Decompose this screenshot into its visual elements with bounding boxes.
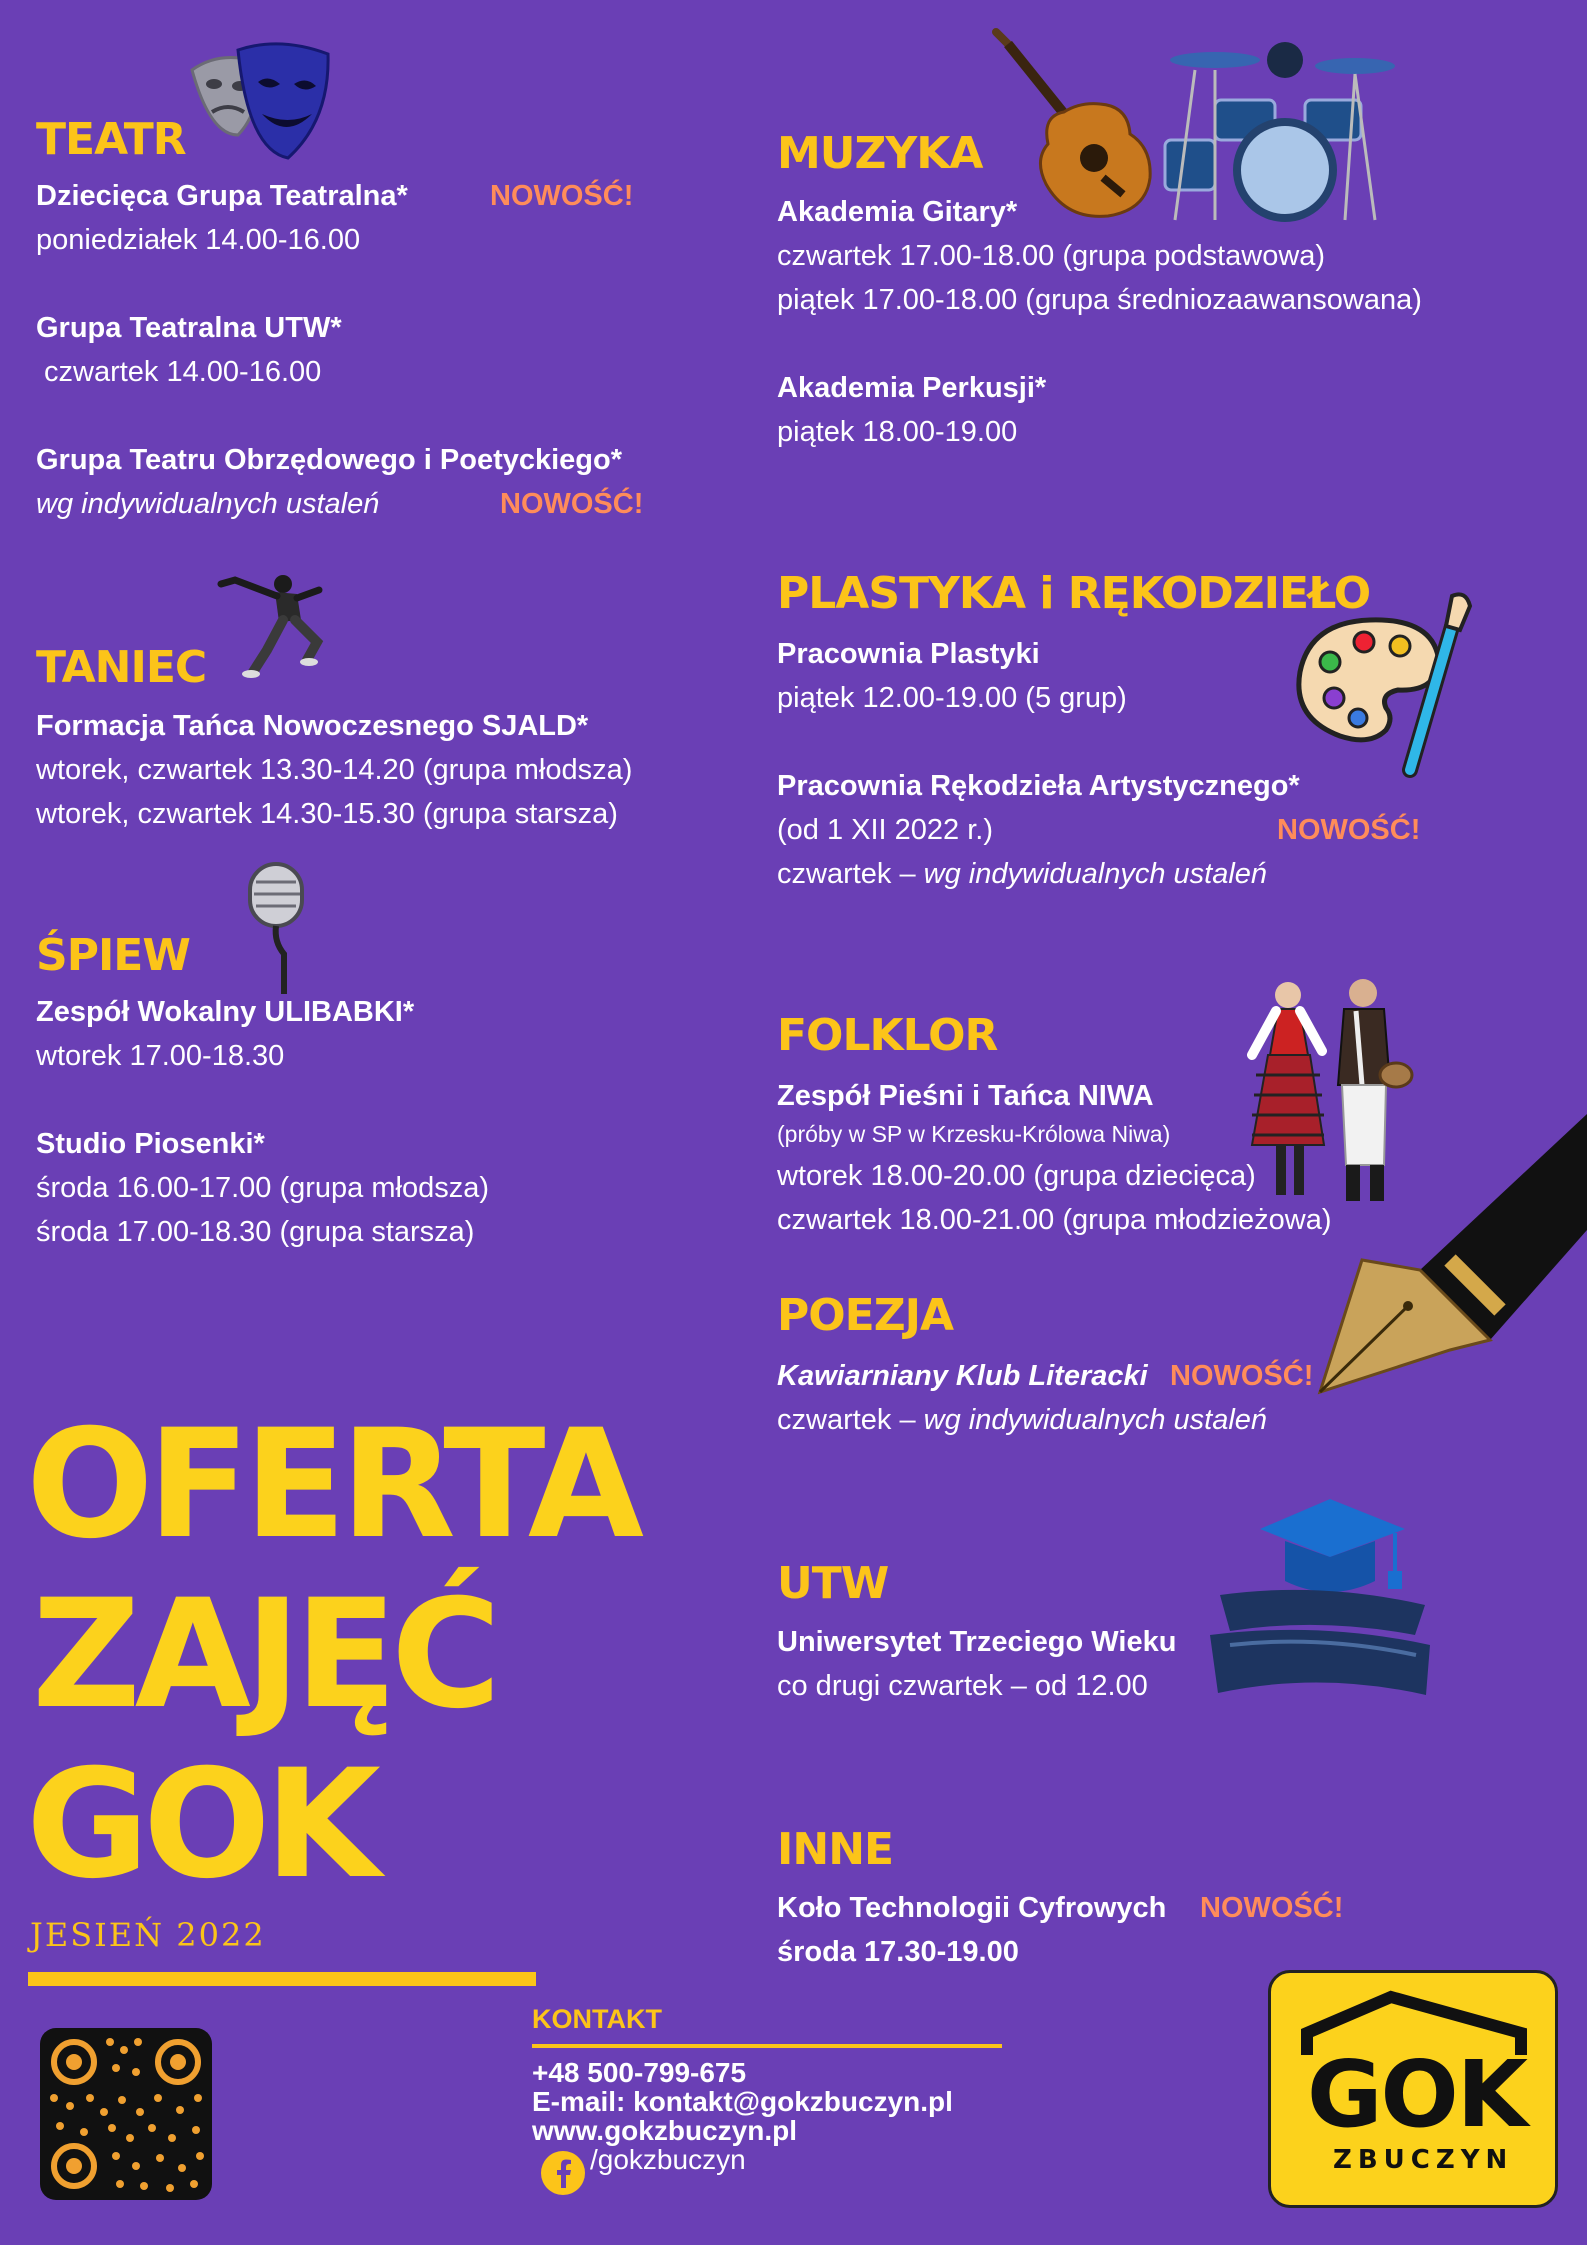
utw-title: UTW — [777, 1558, 889, 1609]
plastyka-title: PLASTYKA i RĘKODZIEŁO — [777, 568, 1371, 619]
inne-title: INNE — [777, 1824, 894, 1875]
facebook-icon[interactable] — [540, 2150, 586, 2196]
spiew-title: ŚPIEW — [36, 930, 190, 981]
contact-website[interactable]: www.gokzbuczyn.pl — [532, 2115, 797, 2146]
folklor-name: Zespół Pieśni i Tańca NIWA — [777, 1080, 1154, 1112]
muzyka-item-2-schedule: piątek 18.00-19.00 — [777, 416, 1018, 448]
contact-divider — [532, 2044, 1002, 2048]
teatr-item-1-schedule: poniedziałek 14.00-16.00 — [36, 224, 361, 256]
spiew-item-1-schedule: wtorek 17.00-18.30 — [36, 1040, 285, 1072]
plastyka-item-2-new-badge: NOWOŚĆ! — [1277, 814, 1421, 846]
poezja-schedule-line — [777, 1398, 1267, 1442]
qr-code[interactable] — [40, 2028, 212, 2200]
plastyka-item-2-schedule: wg indywidualnych ustaleń — [923, 858, 1268, 890]
plastyka-item-1-name: Pracownia Plastyki — [777, 638, 1040, 670]
qr-code-pattern — [40, 2028, 212, 2200]
contact-title: KONTAKT — [532, 2004, 662, 2034]
teatr-item-3-name: Grupa Teatru Obrzędowego i Poetyckiego* — [36, 444, 623, 476]
teatr-item-2-schedule: czwartek 14.00-16.00 — [44, 356, 322, 388]
folklor-title: FOLKLOR — [777, 1010, 998, 1061]
poezja-day: czwartek – — [777, 1404, 924, 1436]
microphone-icon — [244, 862, 314, 997]
fountain-pen-icon — [1300, 1110, 1587, 1400]
teatr-item-3-new-badge: NOWOŚĆ! — [500, 488, 644, 520]
teatr-title: TEATR — [36, 114, 186, 165]
utw-schedule: co drugi czwartek – od 12.00 — [777, 1670, 1148, 1702]
poster-title-line-1: OFERTA — [26, 1398, 638, 1572]
muzyka-item-1-schedule-1: czwartek 17.00-18.00 (grupa podstawowa) — [777, 240, 1326, 272]
gok-logo[interactable] — [1268, 1970, 1558, 2208]
plastyka-item-2-note: (od 1 XII 2022 r.) — [777, 814, 994, 846]
contact-email[interactable]: E-mail: kontakt@gokzbuczyn.pl — [532, 2086, 953, 2117]
dancer-icon — [215, 570, 335, 680]
graduation-cap-icon — [1190, 1485, 1435, 1720]
folklor-schedule-1: wtorek 18.00-20.00 (grupa dziecięca) — [777, 1160, 1256, 1192]
utw-name: Uniwersytet Trzeciego Wieku — [777, 1626, 1177, 1658]
muzyka-item-1-name: Akademia Gitary* — [777, 196, 1018, 228]
plastyka-item-2-schedule-line — [777, 852, 1267, 896]
poezja-schedule: wg indywidualnych ustaleń — [923, 1404, 1268, 1436]
plastyka-item-2-name: Pracownia Rękodzieła Artystycznego* — [777, 770, 1300, 802]
muzyka-title: MUZYKA — [777, 128, 983, 179]
contact-facebook[interactable]: /gokzbuczyn — [590, 2144, 746, 2175]
taniec-schedule-1: wtorek, czwartek 13.30-14.20 (grupa młodsza) — [36, 754, 633, 786]
poezja-title: POEZJA — [777, 1290, 954, 1341]
taniec-schedule-2: wtorek, czwartek 14.30-15.30 (grupa starsza) — [36, 798, 618, 830]
season-label: JESIEŃ 2022 — [30, 1916, 266, 1954]
teatr-item-1-name: Dziecięca Grupa Teatralna* — [36, 180, 408, 212]
season-divider — [28, 1972, 536, 1986]
taniec-name: Formacja Tańca Nowoczesnego SJALD* — [36, 710, 589, 742]
logo-subtext: ZBUCZYN — [1333, 2145, 1514, 2175]
taniec-title: TANIEC — [36, 642, 207, 693]
contact-phone[interactable]: +48 500-799-675 — [532, 2057, 747, 2088]
teatr-item-3-schedule: wg indywidualnych ustaleń — [36, 488, 380, 520]
folklor-schedule-2: czwartek 18.00-21.00 (grupa młodzieżowa) — [777, 1204, 1332, 1236]
plastyka-item-1-schedule: piątek 12.00-19.00 (5 grup) — [777, 682, 1127, 714]
spiew-item-2-schedule-1: środa 16.00-17.00 (grupa młodsza) — [36, 1172, 489, 1204]
logo-text: GOK — [1307, 2041, 1527, 2148]
teatr-item-1-new-badge: NOWOŚĆ! — [490, 180, 634, 212]
poster-title-line-3: GOK — [26, 1738, 375, 1912]
drum-kit-icon — [1155, 30, 1405, 230]
poezja-name: Kawiarniany Klub Literacki — [777, 1360, 1148, 1392]
spiew-item-1-name: Zespół Wokalny ULIBABKI* — [36, 996, 415, 1028]
spiew-item-2-schedule-2: środa 17.00-18.30 (grupa starsza) — [36, 1216, 475, 1248]
paint-palette-icon — [1290, 590, 1480, 790]
spiew-item-2-name: Studio Piosenki* — [36, 1128, 265, 1160]
inne-schedule: środa 17.30-19.00 — [777, 1936, 1019, 1968]
inne-name: Koło Technologii Cyfrowych — [777, 1892, 1167, 1924]
plastyka-item-2-day: czwartek – — [777, 858, 924, 890]
theatre-masks-icon — [190, 40, 340, 170]
poster-title-line-2: ZAJĘĆ — [32, 1568, 496, 1742]
poezja-new-badge: NOWOŚĆ! — [1170, 1360, 1314, 1392]
teatr-item-2-name: Grupa Teatralna UTW* — [36, 312, 342, 344]
inne-new-badge: NOWOŚĆ! — [1200, 1892, 1344, 1924]
muzyka-item-2-name: Akademia Perkusji* — [777, 372, 1047, 404]
muzyka-item-1-schedule-2: piątek 17.00-18.00 (grupa średniozaawansowana) — [777, 284, 1422, 316]
folklor-note: (próby w SP w Krzesku-Królowa Niwa) — [777, 1121, 1171, 1147]
